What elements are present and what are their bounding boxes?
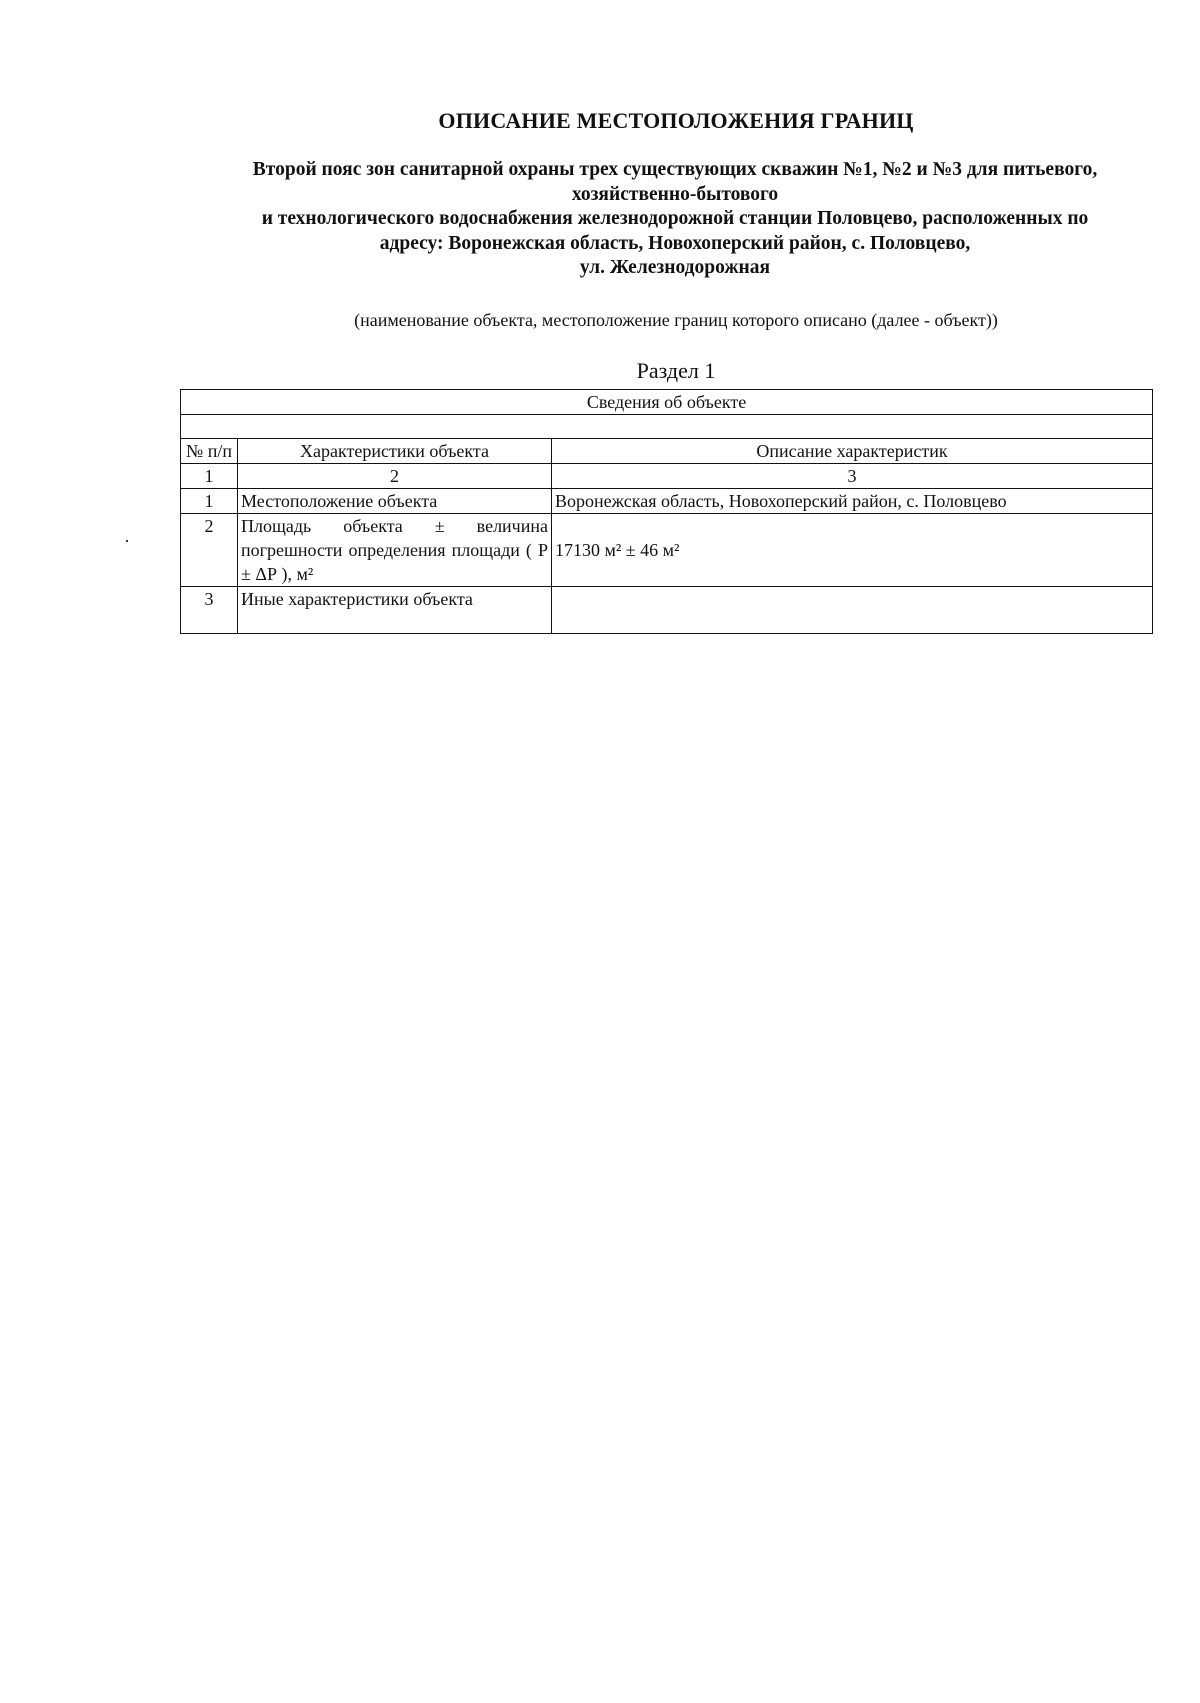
scan-speck: [126, 540, 128, 542]
object-name-line-2: хозяйственно-бытового: [571, 183, 779, 205]
row-characteristic: Местоположение объекта: [238, 489, 552, 514]
table-heading-row: [181, 390, 1153, 415]
row-description: Воронежская область, Новохоперский район, с. Половцево: [552, 489, 1153, 514]
table-column-header-row: [181, 439, 1153, 464]
column-number-1: 1: [181, 464, 238, 489]
table-empty-cell: [181, 415, 1153, 439]
object-name: [180, 158, 1170, 281]
section-title: Раздел 1: [636, 358, 716, 383]
row-description: 17130 м² ± 46 м²: [552, 514, 1153, 587]
row-characteristic: Площадь объекта ± величина погрешности определения площади ( Р ± ΔР ), м²: [238, 514, 552, 587]
object-name-line-4: адресу: Воронежская область, Новохоперский район, с. Половцево,: [379, 232, 971, 254]
table-empty-row: [181, 415, 1153, 439]
object-name-line-1: Второй пояс зон санитарной охраны трех существующих скважин №1, №2 и №3 для питьевого,: [252, 159, 1098, 180]
row-characteristic: Иные характеристики объекта: [238, 587, 552, 634]
row-num: 1: [181, 489, 238, 514]
row-num: 2: [181, 514, 238, 587]
page-title: ОПИСАНИЕ МЕСТОПОЛОЖЕНИЯ ГРАНИЦ: [438, 108, 914, 133]
table-row: [181, 514, 1153, 587]
column-header-characteristic: Характеристики объекта: [238, 439, 552, 464]
row-description: [552, 587, 1153, 634]
table-column-number-row: [181, 464, 1153, 489]
row-num: 3: [181, 587, 238, 634]
column-number-3: 3: [552, 464, 1153, 489]
column-header-num: № п/п: [181, 439, 238, 464]
column-header-description: Описание характеристик: [552, 439, 1153, 464]
object-caption: (наименование объекта, местоположение границ которого описано (далее - объект)): [354, 310, 998, 330]
object-name-line-3: и технологического водоснабжения железнодорожной станции Половцево, расположенных по: [261, 208, 1089, 229]
column-number-2: 2: [238, 464, 552, 489]
table-row: [181, 489, 1153, 514]
object-name-line-5: ул. Железнодорожная: [579, 257, 771, 278]
object-info-table: [180, 389, 1153, 634]
table-row: [181, 587, 1153, 634]
table-heading: Сведения об объекте: [181, 390, 1153, 415]
